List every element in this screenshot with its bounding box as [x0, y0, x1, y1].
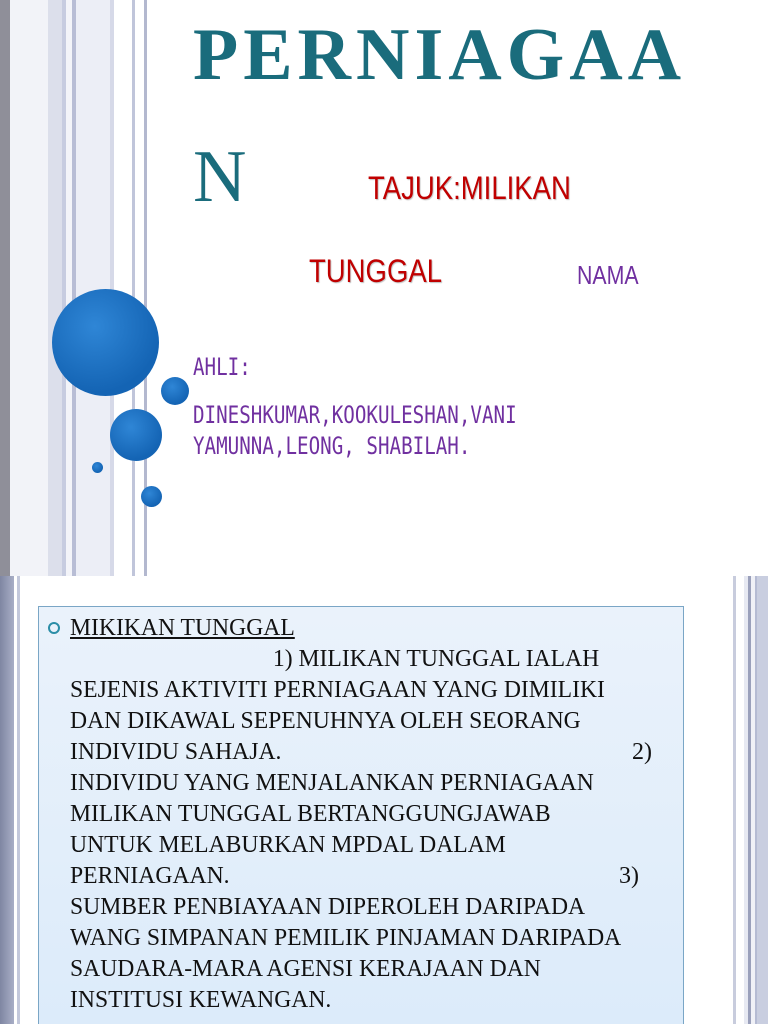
content-line: INDIVIDU SAHAJA.	[70, 739, 282, 765]
nama-label: NAMA	[577, 260, 639, 290]
decorative-vertical-line	[733, 576, 736, 1024]
content-line: DAN DIKAWAL SEPENUHNYA OLEH SEORANG	[70, 708, 581, 734]
small-circle-decoration	[161, 377, 189, 405]
slide-content	[0, 576, 768, 1024]
content-line: 1) MILIKAN TUNGGAL IALAH	[272, 646, 600, 672]
content-line: INSTITUSI KEWANGAN.	[70, 987, 332, 1013]
ahli-label: AHLI:	[193, 353, 251, 381]
member-names-line1: DINESHKUMAR,KOOKULESHAN,VANI	[193, 401, 517, 429]
medium-circle-decoration	[110, 409, 162, 461]
content-line: SAUDARA-MARA AGENSI KERAJAAN DAN	[70, 956, 541, 982]
content-line: SEJENIS AKTIVITI PERNIAGAAN YANG DIMILIKI	[70, 677, 605, 703]
small-circle-decoration	[141, 486, 162, 507]
point-number-3: 3)	[619, 863, 639, 889]
member-names	[193, 400, 517, 462]
decorative-stripe-band	[10, 0, 153, 576]
decorative-vertical-line	[17, 576, 20, 1024]
content-line: WANG SIMPANAN PEMILIK PINJAMAN DARIPADA	[70, 925, 622, 951]
member-names-line2: YAMUNNA,LEONG, SHABILAH.	[193, 432, 471, 460]
large-circle-decoration	[52, 289, 159, 396]
content-heading: MIKIKAN TUNGGAL	[70, 615, 295, 641]
slide-left-edge-bar	[0, 0, 10, 576]
slide-left-edge-bar	[0, 576, 14, 1024]
decorative-stripe-band	[744, 576, 768, 1024]
content-line: MILIKAN TUNGGAL BERTANGGUNGJAWAB	[70, 801, 551, 827]
content-text	[70, 613, 670, 1016]
point-number-2: 2)	[632, 739, 652, 765]
slide-title-line1: PERNIAGAA	[193, 14, 687, 96]
hollow-circle-bullet-icon	[48, 622, 60, 634]
content-line: SUMBER PENBIAYAAN DIPEROLEH DARIPADA	[70, 894, 586, 920]
topic-line1: TAJUK:MILIKAN	[368, 170, 571, 206]
topic-line2: TUNGGAL	[309, 253, 443, 289]
content-line: PERNIAGAAN.	[70, 863, 230, 889]
content-line: UNTUK MELABURKAN MPDAL DALAM	[70, 832, 506, 858]
tiny-circle-decoration	[92, 462, 103, 473]
content-line: INDIVIDU YANG MENJALANKAN PERNIAGAAN	[70, 770, 594, 796]
slide-title-line2: N	[193, 136, 247, 218]
